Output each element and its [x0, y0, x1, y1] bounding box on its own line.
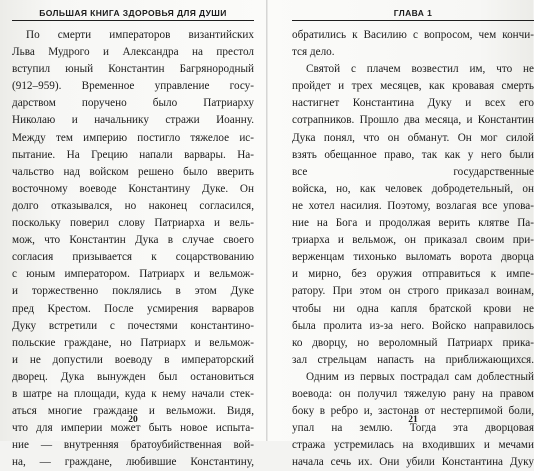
text-line: что для империи может быть новое испыта-: [12, 422, 254, 435]
text-line: (912–959). Временное управление госу-: [12, 80, 254, 93]
text-line: ко дворцу, но вероломный Патриарх прика-: [292, 336, 534, 349]
text-line: Дуку встретили с почестями константино-: [12, 319, 254, 332]
text-line: войска, но, как человек добродетельный, он: [292, 182, 534, 195]
left-page: [12, 7, 254, 469]
text-line: Николаю и начальнику стражи Иоанну.: [12, 114, 254, 127]
right-page: [292, 7, 534, 469]
text-line: зал стрельцам напасть на приближающихся.: [292, 353, 534, 366]
text-line: польские граждане, но Патриарх и вельмож-: [12, 336, 254, 349]
text-line: восточному воеводе Константину Дуке. Он: [12, 182, 254, 195]
text-line: и торжественно поклялись в этом Дуке: [12, 285, 254, 298]
text-line: Святой с плачем возвестил им, что не: [306, 63, 534, 76]
text-line: настигнет Константина Дуку и всех его: [292, 97, 534, 110]
text-line: начала сечь их. Они убили Константина Дуку: [292, 456, 534, 469]
text-line: аться многие граждане и вельможи. Видя,: [12, 405, 254, 418]
text-line: и не допустили воеводу в императорский: [12, 353, 254, 366]
text-line: с юным императором. Патриарх и вельмож-: [12, 268, 254, 281]
text-line: По смерти императоров византийских: [26, 29, 254, 41]
text-line: Дука понял, что он обманут. Он мог силой: [292, 131, 534, 144]
text-line: воевода: он получил тяжелую рану на правом: [292, 387, 534, 400]
text-line: ратору. При этом он строго приказал воинам,: [292, 285, 534, 298]
text-line: поскольку поверил слову Патриарха и вель-: [12, 217, 254, 230]
text-line: согласия призывается к соцарствованию: [12, 251, 254, 264]
text-line: не хотел насилия. Поэтому, возлагая все упова-: [292, 199, 534, 212]
text-line: дворец. Дука вынужден был остановиться: [12, 370, 254, 383]
text-line: ние — внутренняя братоубийственная вой-: [12, 439, 254, 452]
text-line: упал на землю. Тогда эта дворцовая: [292, 422, 534, 435]
text-line: ние на Бога и продолжая верить клятве Па-: [292, 217, 534, 230]
text-line: Льва Мудрого и Александра на престол: [12, 46, 254, 59]
text-line: и мирно, без оружия отправиться к импе-: [292, 268, 534, 281]
text-line: тся дело.: [292, 46, 335, 59]
text-line: верженцам тихонько выломать ворота дворца: [292, 251, 534, 264]
text-line: боку в ребро и, застонав от нестерпимой боли,: [292, 405, 534, 418]
text-line: пытание. На Грецию напали варвары. На-: [12, 148, 254, 161]
text-line: Одним из первых пострадал сам доблестный: [306, 370, 534, 383]
text-line: долго отказывался, но наконец согласился,: [12, 199, 254, 212]
text-line: дарством поручено было Патриарху: [12, 97, 254, 110]
text-line: в шатре на площади, куда к нему начали стек-: [12, 387, 254, 400]
book-gutter: [266, 0, 268, 441]
text-line: чальство над войском решено было вверить: [12, 165, 254, 178]
text-line: сотрапников. Прошло два месяца, и Константин: [292, 114, 534, 127]
text-line: все государственные: [292, 165, 534, 178]
text-line: мож, что Константин Дука в случае своего: [12, 234, 254, 247]
left-running-head: БОЛЬШАЯ КНИГА ЗДОРОВЬЯ ДЛЯ ДУШИ: [12, 7, 254, 21]
text-line: на, — граждане, любившие Константину,: [12, 456, 254, 469]
text-line: была пролита из-за него. Войско направилось: [292, 319, 534, 332]
text-line: чтобы ни одна капля братской крови не: [292, 302, 534, 315]
right-running-head: ГЛАВА 1: [292, 7, 534, 21]
text-line: Между тем империю постигло тяжелое ис-: [12, 131, 254, 144]
text-line: пройдет и трех месяцев, как кровавая смерть: [292, 80, 534, 93]
right-page-number: 21: [408, 415, 418, 425]
text-line: обратились к Василию с вопросом, чем кончи-: [292, 29, 534, 41]
text-line: вступил юный Константин Багрянородный: [12, 63, 254, 76]
left-page-number: 20: [128, 415, 138, 425]
text-line: триарха и вельмож, он приказал своим при-: [292, 234, 534, 247]
text-line: взять обещанное право, так как у него были: [292, 148, 534, 161]
text-line: стража устремилась на входивших и мечами: [292, 439, 534, 452]
text-line: пред Крестом. После усмирения варваров: [12, 302, 254, 315]
